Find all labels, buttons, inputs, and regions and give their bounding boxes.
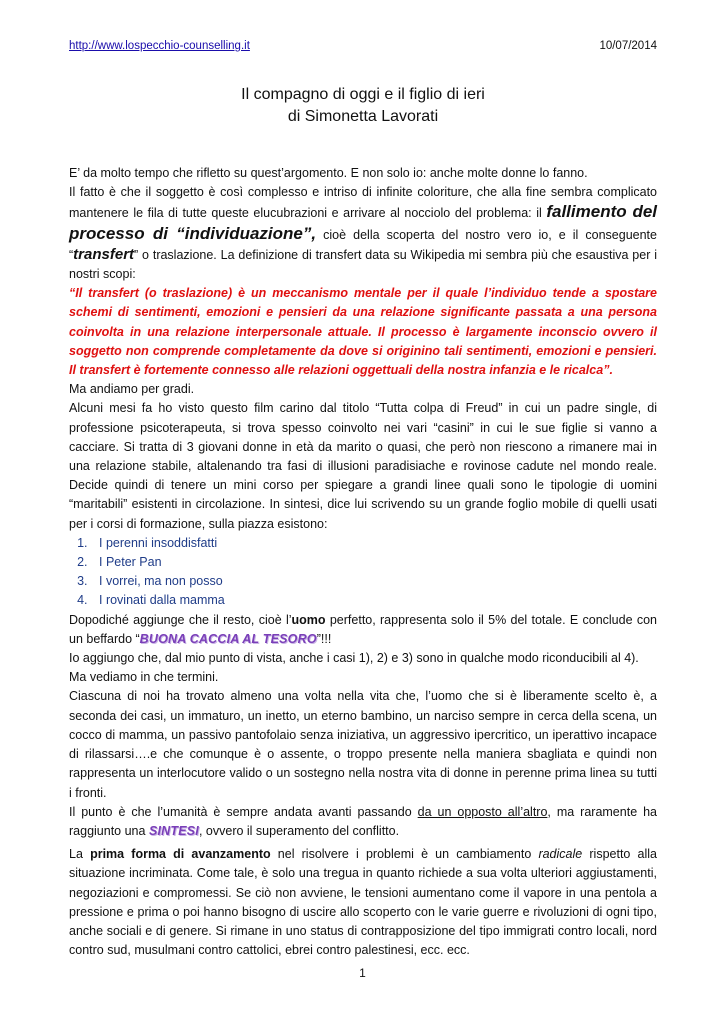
paragraph: Alcuni mesi fa ho visto questo film carino dal titolo “Tutta colpa di Freud” in cui un padre single, di professione psicoterapeuta, si trova spesso coinvolto nei vari “casini” in cui le sue figlie si vanno a cacciare. Si tratta di 3 giovani donne in età da marito o quasi, che però non riescono a rimanere mai in una relazione stabile, altalenando tra fasi di illusioni paradisiache e rovinose cadute nel mondo reale. Decide quindi di tenere un mini corso per spiegare a grandi linee quali sono le tipologie di uomini “maritabili” esistenti in circolazione. In sintesi, dice lui scrivendo su un grande foglio mobile di quelli usati per i corsi di formazione, sulla piazza esistono: xyxy=(69,401,657,531)
list-item: 3. I vorrei, ma non posso xyxy=(91,572,657,591)
paragraph xyxy=(69,845,657,960)
wikipedia-quote xyxy=(69,284,657,380)
paragraph: Io aggiungo che, dal mio punto di vista, anche i casi 1), 2) e 3) sono in qualche modo riconducibili al 4). xyxy=(69,651,639,666)
paragraph xyxy=(69,803,657,841)
numbered-list xyxy=(69,534,657,611)
author-line: di Simonetta Lavorati xyxy=(287,108,439,125)
text-run: , ovvero il superamento del conflitto. xyxy=(198,823,400,838)
text-run: perfetto, rappresenta solo il 5% del totale. E conclude con un beffardo “ xyxy=(69,612,658,646)
paragraph: Ma andiamo per gradi. xyxy=(69,382,195,397)
document-page xyxy=(69,40,657,960)
page-number: 1 xyxy=(359,966,366,980)
underlined-text: da un opposto all’altro xyxy=(417,804,548,819)
wordart-text: BUONA CACCIA AL TESORO xyxy=(139,631,317,646)
text-run: ”!!! xyxy=(316,631,332,646)
site-link[interactable]: http://www.lospecchio-counselling.it xyxy=(69,40,250,52)
paragraph: Ma vediamo in che termini. xyxy=(69,670,219,685)
header-date: 10/07/2014 xyxy=(599,40,657,52)
paragraph xyxy=(69,183,657,284)
paragraph: E’ da molto tempo che rifletto su quest’argomento. E non solo io: anche molte donne lo fanno. xyxy=(69,166,588,180)
document-title xyxy=(69,84,657,128)
text-run: nel risolvere i problemi è un cambiamento xyxy=(270,847,539,862)
list-item: 2. I Peter Pan xyxy=(91,553,657,572)
title-line: Il compagno di oggi e il figlio di ieri xyxy=(241,86,485,103)
text-run: Dopodiché aggiunge che il resto, cioè l’ xyxy=(69,612,292,627)
quote-end: ”. xyxy=(603,363,613,378)
text-run: , ma raramente ha raggiunto una xyxy=(69,804,657,838)
list-item: 4. I rovinati dalla mamma xyxy=(91,591,657,610)
text-run: ” o traslazione. La definizione di transfert data su Wikipedia mi sembra più che esaustiva per i nostri scopi: xyxy=(69,247,657,282)
list-item: 1. I perenni insoddisfatti xyxy=(91,534,657,553)
text-run: La xyxy=(69,847,91,862)
paragraph xyxy=(69,611,657,649)
page-header xyxy=(69,40,657,62)
document-body xyxy=(69,164,657,960)
wordart-text: SINTESI xyxy=(148,823,199,838)
text-run: Il punto è che l’umanità è sempre andata avanti passando xyxy=(69,804,418,819)
text-run: Il fatto è che il soggetto è così complesso e intriso di infinite coloriture, che alla fine sembra complicato mantenere le fila di tutte queste elucubrazioni e arrivare al nocciolo del problema: il xyxy=(69,185,657,221)
bold-text: prima forma di avanzamento xyxy=(90,847,271,862)
emphasis-text: transfert xyxy=(73,245,135,263)
emphasis-text: fallimento del processo di “individuazione”, xyxy=(69,202,658,243)
italic-text: radicale xyxy=(538,847,583,862)
text-run: cioè della scoperta del nostro vero io, e il conseguente “ xyxy=(69,227,657,262)
text-run: rispetto alla situazione incriminata. Come tale, è solo una tregua in quanto richiede a sua volta ulteriori aggiustamenti, negoziazioni e compromessi. Se ciò non avviene, le tensioni aumentano come il vapore in una pentola a pressione e prima o poi hanno bisogno di uscire allo scoperto con le varie guerre e rivoluzioni di ogni tipo, anche sociali e di genere. Si rimane in uno status di contrapposizione del tipo immigrati contro locali, nord contro sud, musulmani contro cattolici, ebrei contro palestinesi, ecc. ecc. xyxy=(69,847,657,958)
quote-text: “Il transfert (o traslazione) è un meccanismo mentale per il quale l’individuo tende a spostare schemi di sentimenti, emozioni e pensieri da una relazione significante passata a una persona coinvolta in una relazione interpersonale attuale. Il processo è largamente inconscio ovvero il soggetto non comprende completamente da dove si originino tali sentimenti, emozioni e pensieri. Il transfert è fortemente connesso alle relazioni oggettuali della nostra infanzia e le ricalca xyxy=(69,286,657,378)
paragraph: Ciascuna di noi ha trovato almeno una volta nella vita che, l’uomo che si è liberamente scelto è, a seconda dei casi, un immaturo, un inetto, un eterno bambino, un narciso sempre in cerca della scena, un cocco di mamma, un passivo pantofolaio senza iniziativa, un aggressivo ipercritico, un iperattivo incapace di rilassarsi….e che comunque è o assente, o troppo presente nella maniera sbagliata e quindi non rappresenta un interlocutore valido o un sostegno nella nostra vita di donne in perenne prima linea su tutti i fronti. xyxy=(69,689,657,800)
bold-text: uomo xyxy=(291,612,326,627)
